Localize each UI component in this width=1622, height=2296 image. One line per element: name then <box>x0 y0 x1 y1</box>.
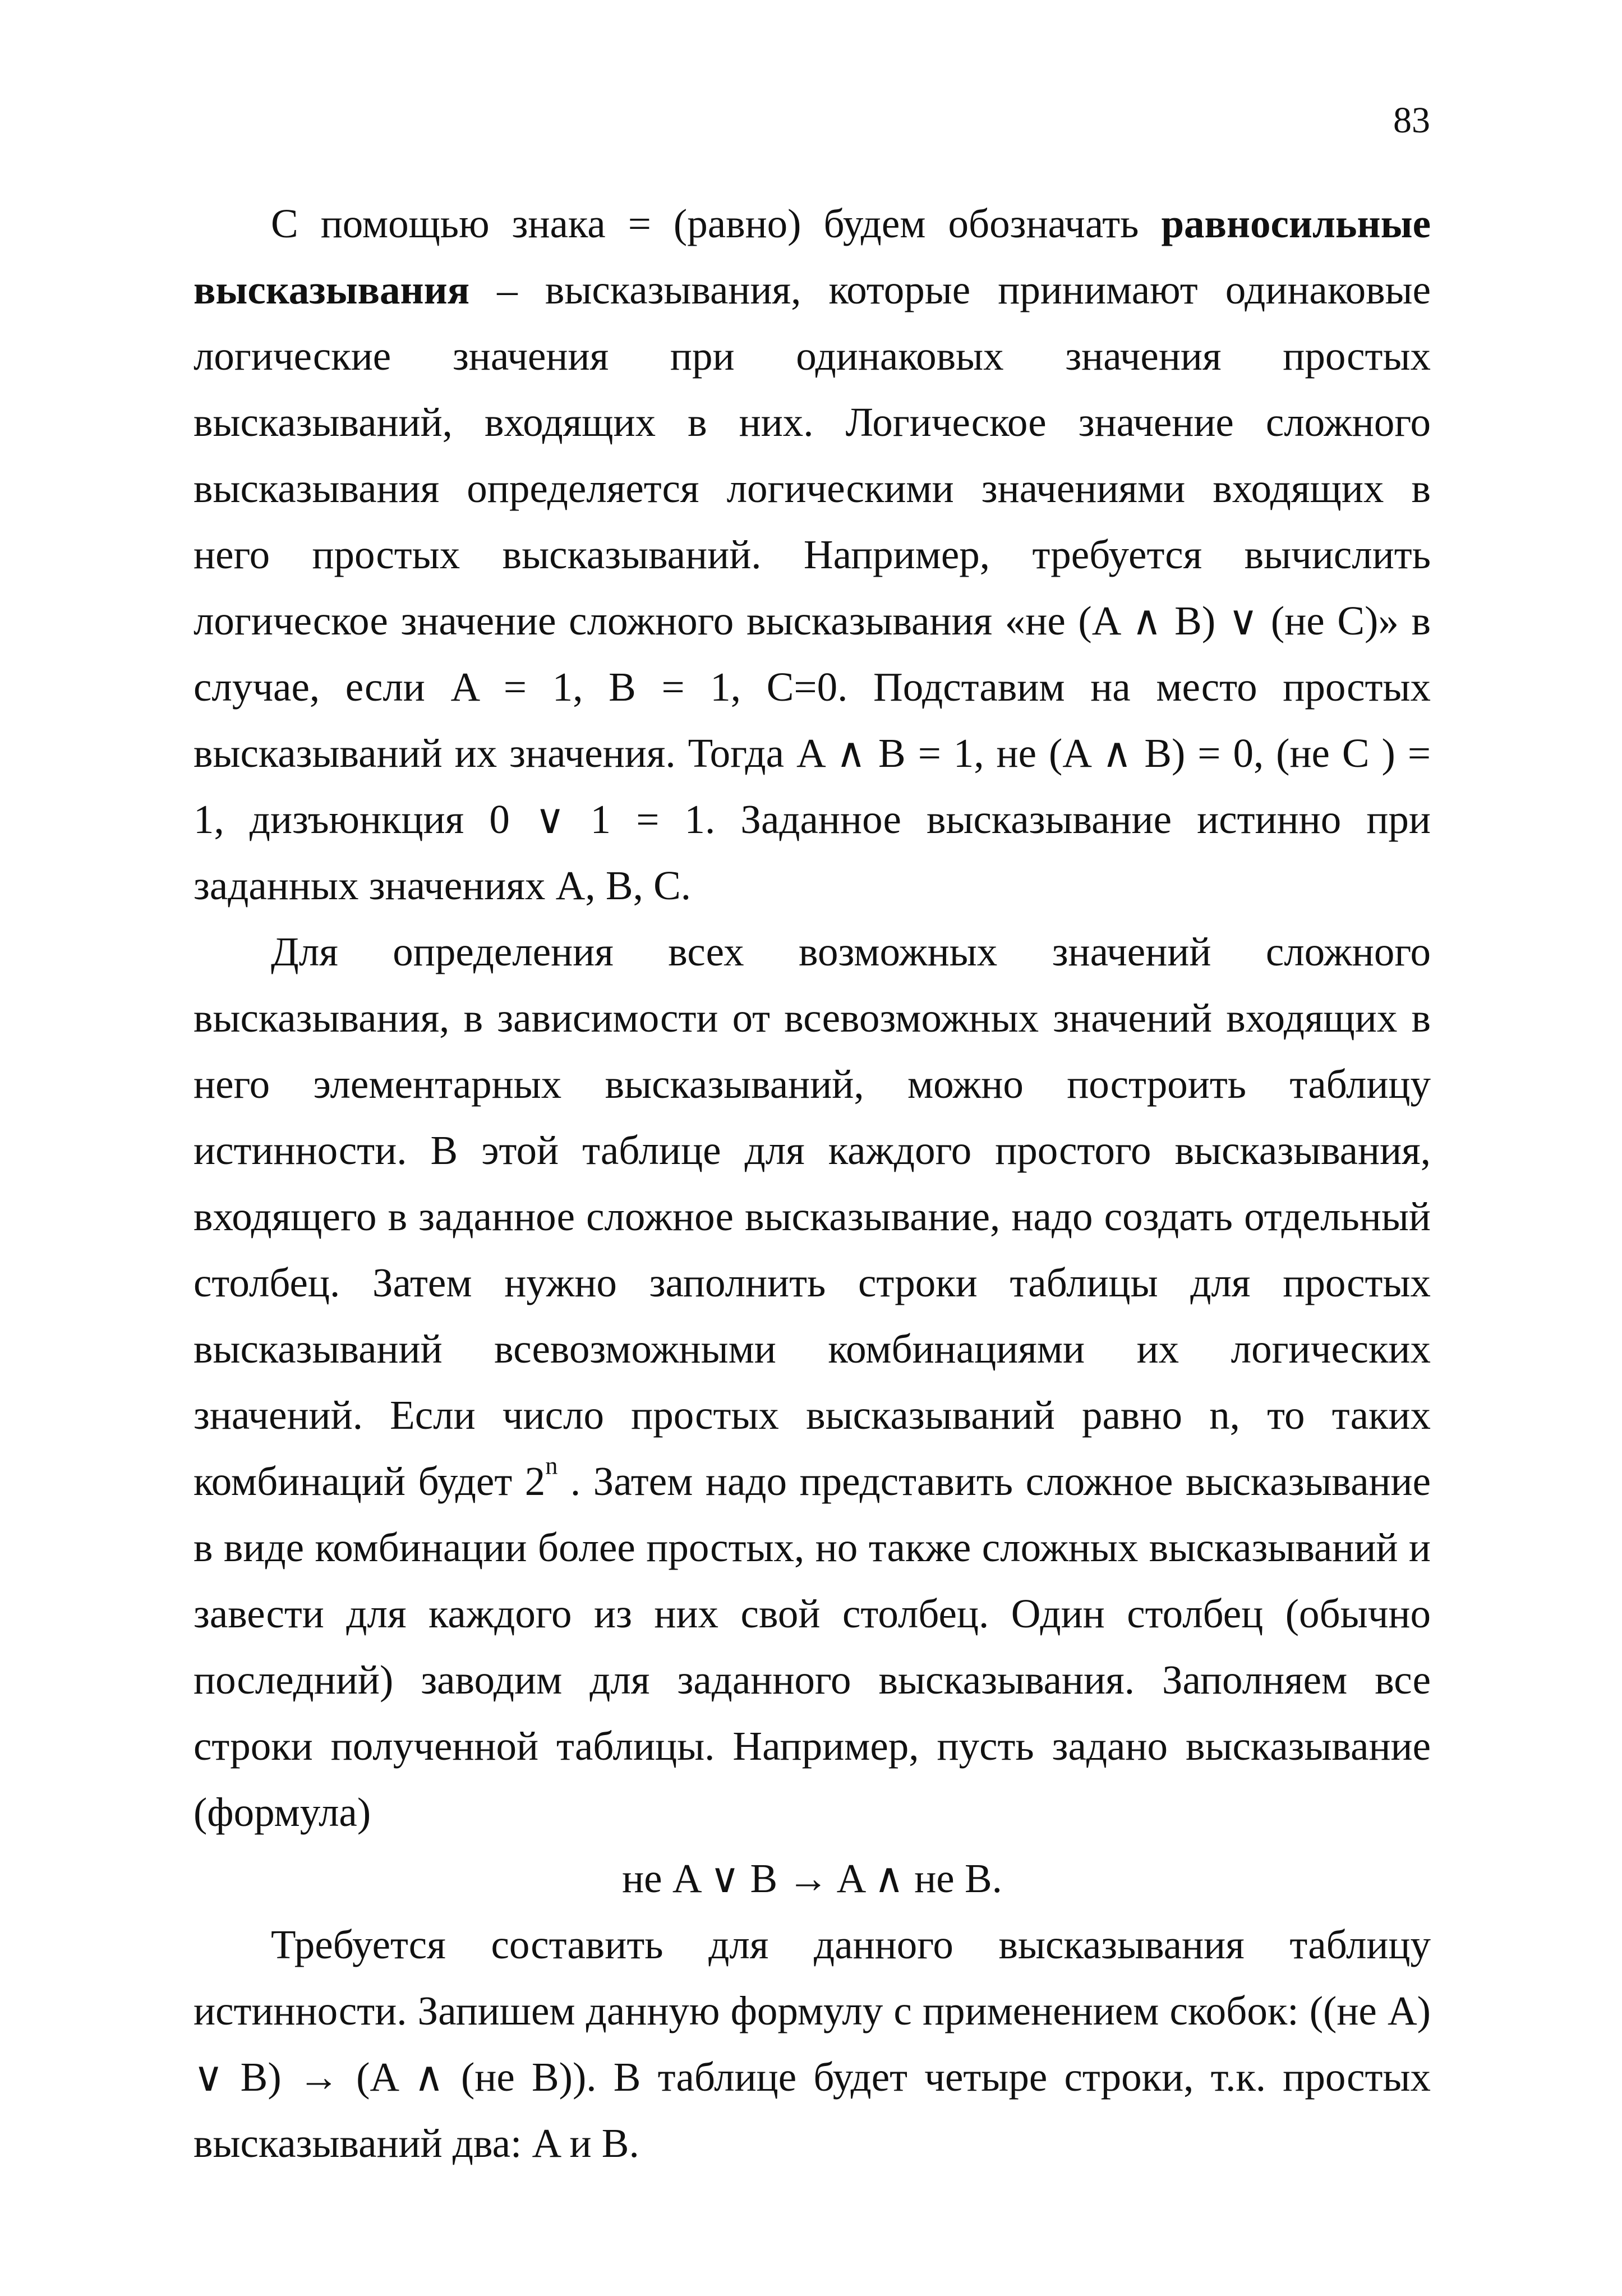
paragraph-body: – высказывания, которые принимают одинаковые логические значения при одинаковых значения простых высказываний, входящих в них. Логическое значение сложного высказывания определяется логическими значениями входящих в него простых высказываний. Например, требуется вычислить логическое значение сложного высказывания «не (A ∧ B) ∨ (не C)» в случае, если A = 1, B = 1, C=0. Подставим на место простых высказываний их значения. Тогда A ∧ B = 1, не (A ∧ B) = 0, (не C ) = 1, дизъюнкция 0 ∨ 1 = 1. Заданное высказывание истинно при заданных значениях A, B, C. <box>193 267 1431 908</box>
paragraph-truth-table <box>193 919 1431 1846</box>
term-equivalent-statements: равносильные высказывания <box>193 201 1431 312</box>
page-body <box>193 191 1431 2177</box>
page-number: 83 <box>1393 100 1430 141</box>
paragraph-text-after-power: . Затем надо представить сложное высказывание в виде комбинации более простых, но также сложных высказываний и завести для каждого из них свой столбец. Один столбец (обычно последний) заводим для заданного высказывания. Заполняем все строки полученной таблицы. Например, пусть задано высказывание (формула) <box>193 1458 1431 1835</box>
paragraph-equivalent-statements <box>193 191 1431 919</box>
formula-line: не A ∨ B → A ∧ не B. <box>622 1856 1002 1901</box>
paragraph-task: Требуется составить для данного высказывания таблицу истинности. Запишем данную формулу с применением скобок: ((не A) ∨ B) → (A ∧ (не B)). В таблице будет четыре строки, т.к. простых высказываний два: A и B. <box>193 1922 1431 2166</box>
paragraph-text-before-power: Для определения всех возможных значений сложного высказывания, в зависимости от всевозможных значений входящих в него элементарных высказываний, можно построить таблицу истинности. В этой таблице для каждого простого высказывания, входящего в заданное сложное высказывание, надо создать отдельный столбец. Затем нужно заполнить строки таблицы для простых высказываний всевозможными комбинациями их логических значений. Если число простых высказываний равно n, то таких комбинаций будет 2 <box>193 929 1431 1504</box>
power-exponent: n <box>545 1452 558 1480</box>
paragraph-intro: С помощью знака = (равно) будем обозначать <box>271 201 1162 246</box>
